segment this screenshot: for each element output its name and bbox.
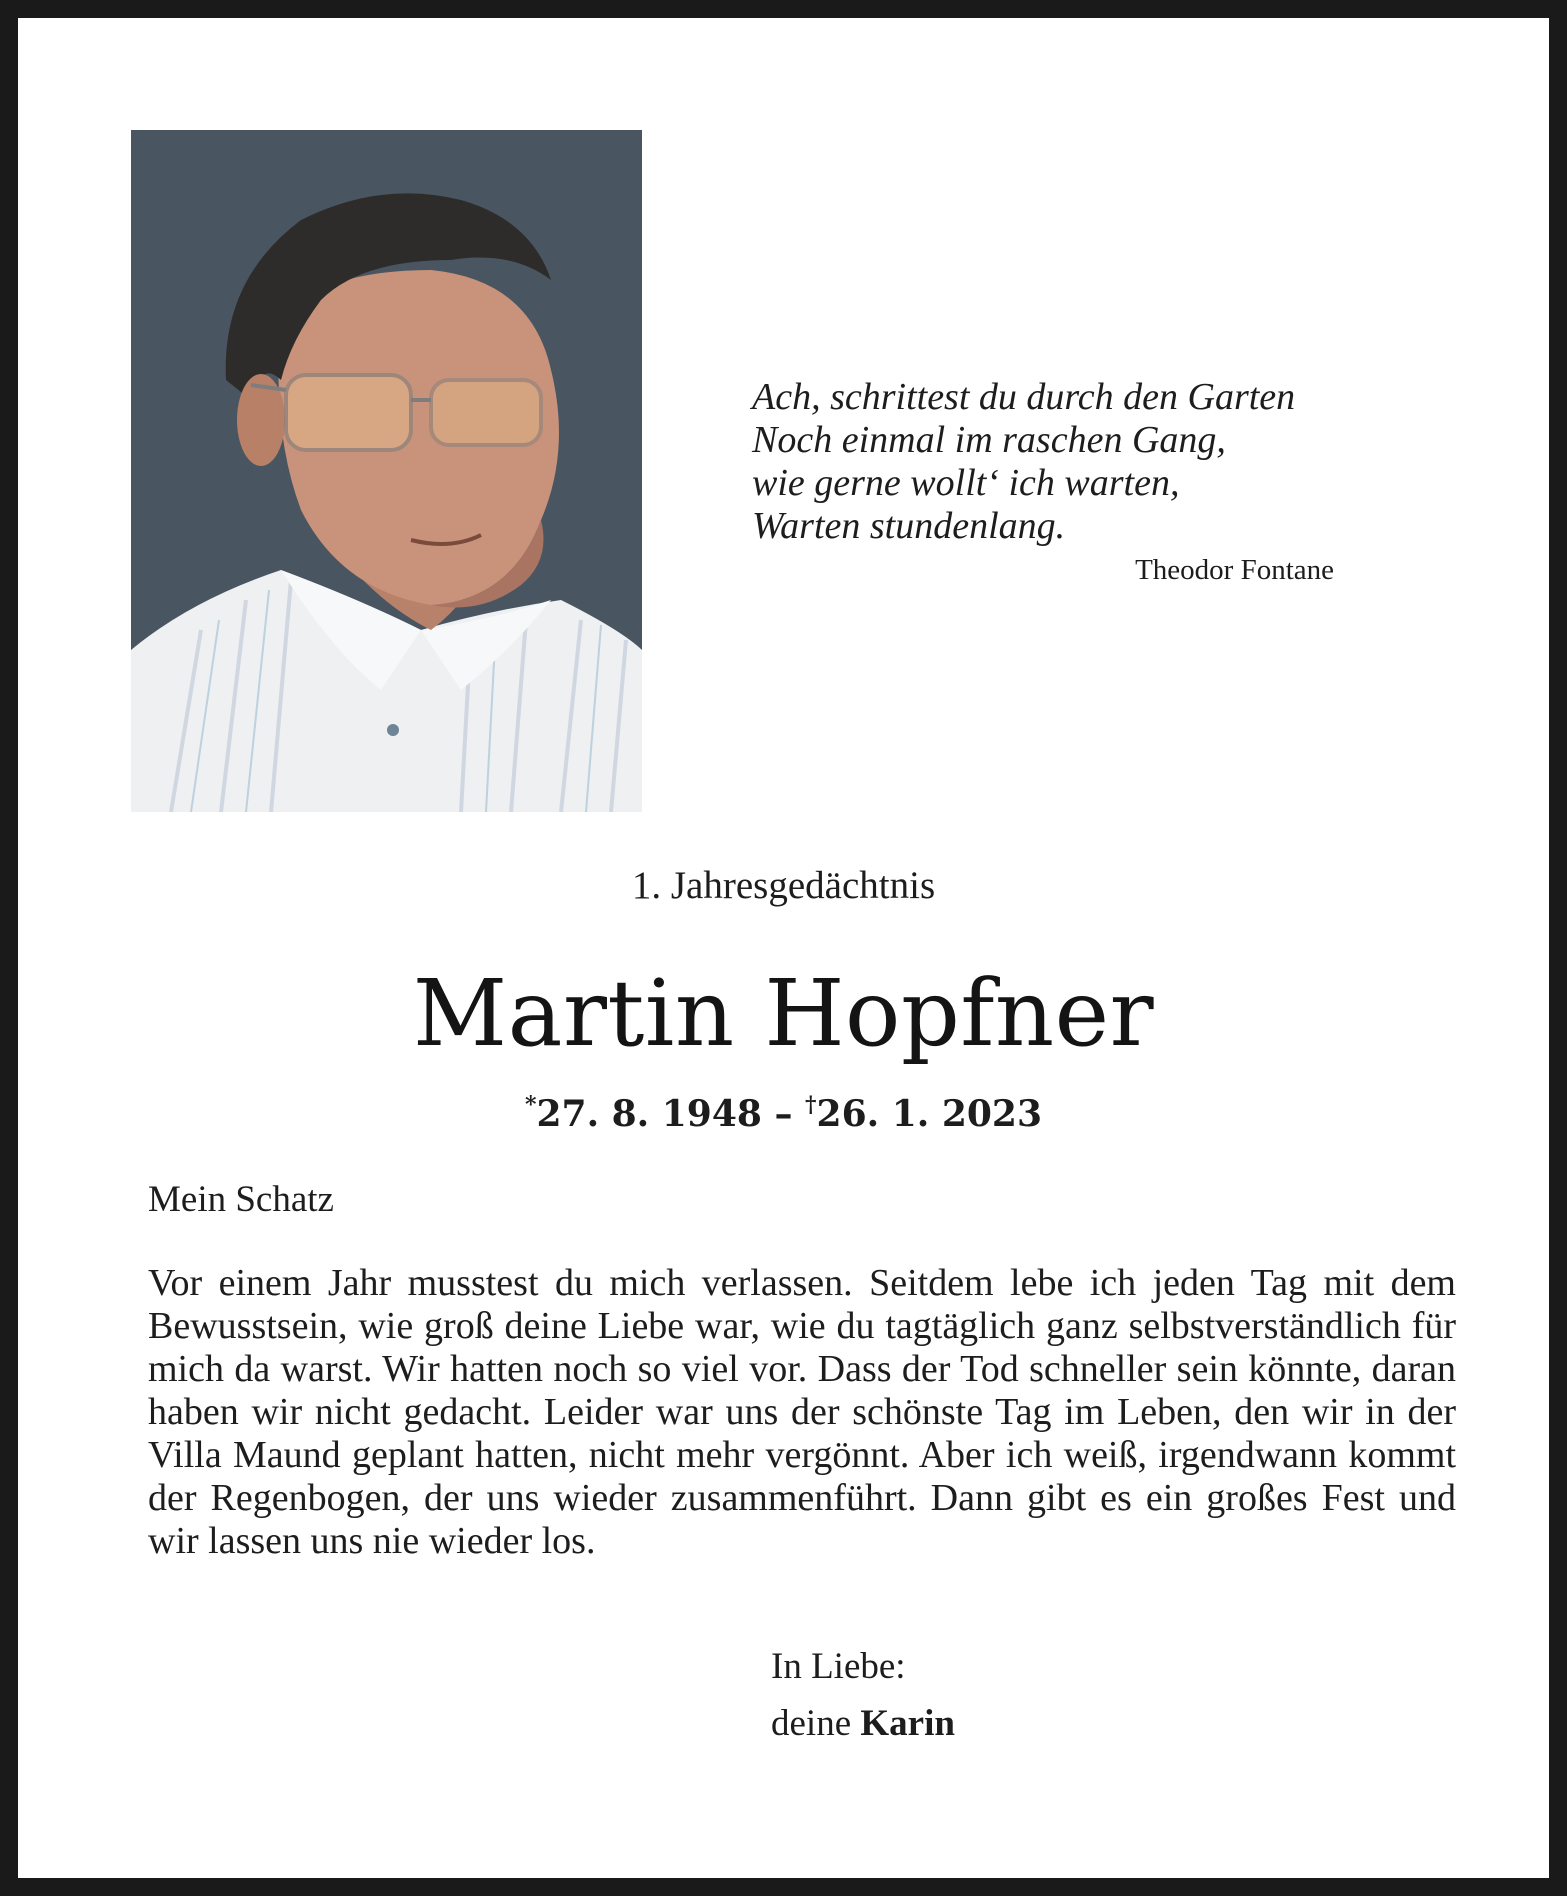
birth-date: 27. 8. 1948 <box>536 1093 762 1135</box>
portrait-photo <box>131 130 642 812</box>
poem-line: Ach, schrittest du durch den Garten <box>752 376 1296 418</box>
message-body: Vor einem Jahr musstest du mich verlassen. Seitdem lebe ich jeden Tag mit dem Bewusstsein, wie groß deine Liebe war, wie du tagtäglich ganz selbstverständlich für mich da warst. Wir hatten noch so viel vor. Dass der Tod schneller sein könnte, daran haben wir nicht gedacht. Leider war uns der schönste Tag im Leben, den wir in der Villa Maund geplant hatten, nicht mehr vergönnt. Aber ich weiß, irgendwann kommt der Regenbogen, der uns wieder zusammenführt. Dann gibt es ein großes Fest und wir lassen uns nie wieder los. <box>148 1262 1456 1562</box>
poem-line: Warten stundenlang. <box>752 505 1066 547</box>
poem-quote <box>752 376 1372 548</box>
closing-line: In Liebe: <box>771 1646 906 1687</box>
birth-symbol: * <box>524 1092 537 1118</box>
life-dates <box>18 1092 1549 1135</box>
poem-line: wie gerne wollt‘ ich warten, <box>752 462 1180 504</box>
signature-line <box>771 1695 955 1752</box>
date-separator: – <box>761 1093 806 1135</box>
poem-line: Noch einmal im raschen Gang, <box>752 419 1226 461</box>
closing-block <box>771 1638 955 1752</box>
deceased-name: Martin Hopfner <box>412 960 1155 1067</box>
signature-prefix: deine <box>771 1703 861 1744</box>
anniversary-heading: 1. Jahresgedächtnis <box>631 864 936 907</box>
portrait-illustration <box>131 130 642 812</box>
salutation: Mein Schatz <box>148 1179 334 1220</box>
signer-name: Karin <box>860 1703 955 1744</box>
poem-author: Theodor Fontane <box>1135 554 1334 586</box>
death-symbol: † <box>805 1092 817 1118</box>
death-date: 26. 1. 2023 <box>816 1093 1043 1135</box>
